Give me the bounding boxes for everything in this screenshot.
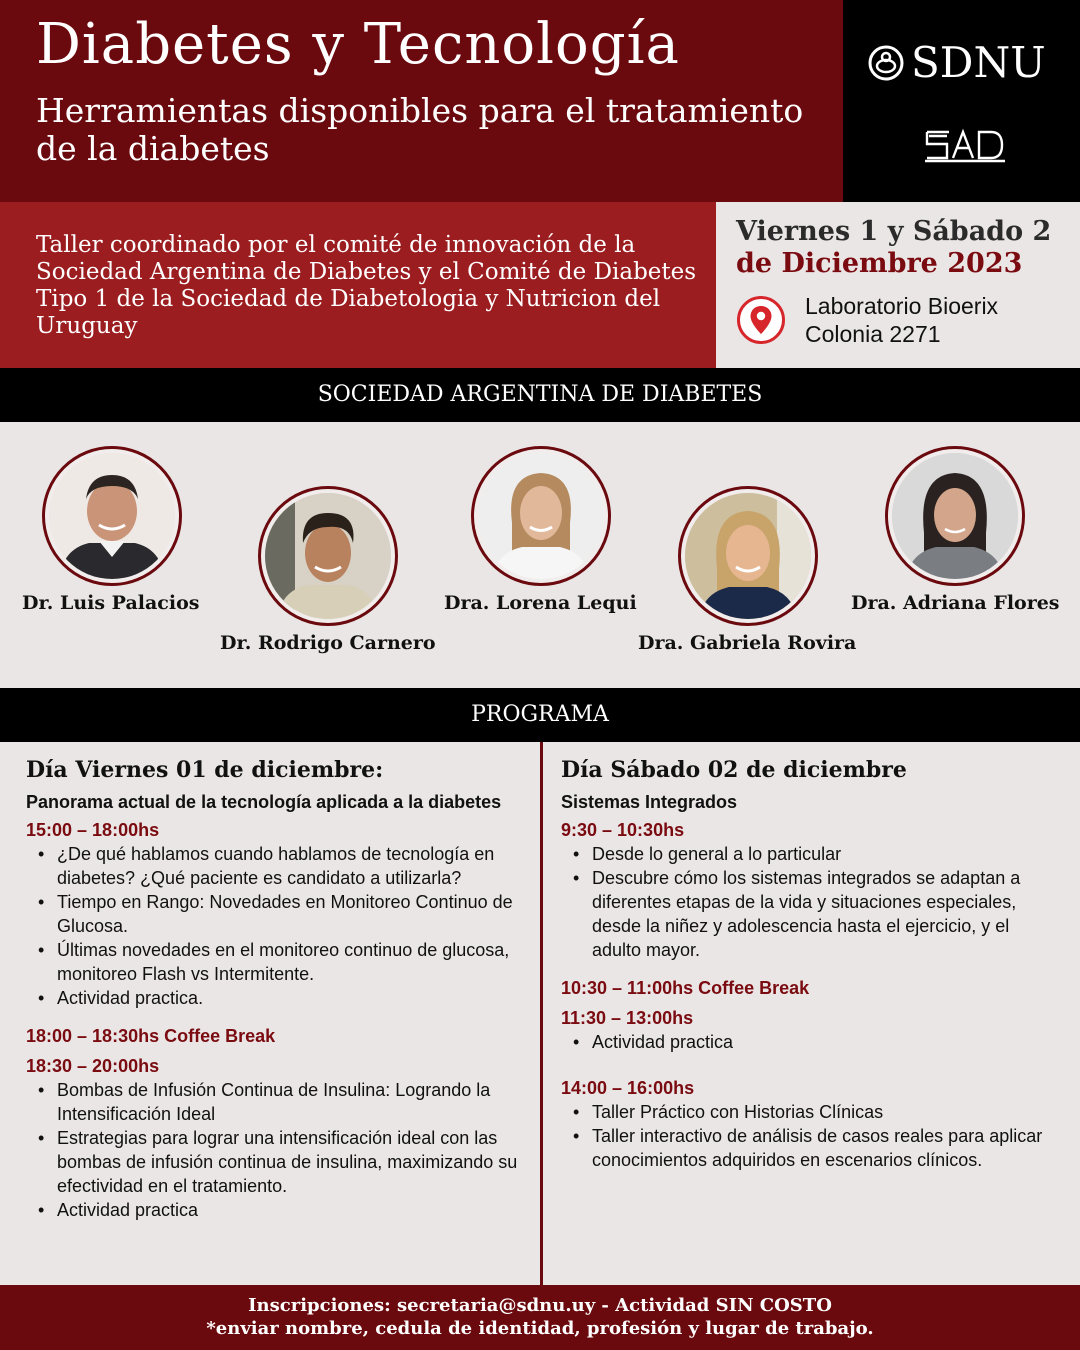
list-item: • Desde lo general a lo particular: [573, 842, 1061, 866]
list-item: • Actividad practica.: [38, 986, 536, 1010]
list-item: • Actividad practica: [573, 1030, 1061, 1054]
speaker-photo-4: [678, 486, 818, 626]
speaker-name-2: Dr. Rodrigo Carnero: [220, 632, 436, 654]
list-item: • Taller interactivo de análisis de casos reales para aplicar conocimientos adquiridos en escenarios clínicos.: [573, 1124, 1061, 1172]
page-title: Diabetes y Tecnología: [36, 12, 680, 77]
column-divider: [540, 742, 543, 1285]
topic-list: [38, 1078, 536, 1222]
program-section: [0, 742, 1080, 1285]
sdnu-logo-text: SDNU: [911, 38, 1046, 87]
speaker-photo-1: [42, 446, 182, 586]
page-subtitle: Herramientas disponibles para el tratamiento de la diabetes: [36, 91, 804, 168]
topic-list: [38, 842, 536, 1010]
time-slot: 9:30 – 10:30hs: [561, 820, 685, 840]
registration-note: *enviar nombre, cedula de identidad, profesión y lugar de trabajo.: [206, 1318, 874, 1339]
logos-panel: [843, 0, 1080, 202]
speaker-photo-2: [258, 486, 398, 626]
time-slot: 14:00 – 16:00hs: [561, 1078, 695, 1098]
topic-list: [573, 842, 1061, 962]
list-item: • Últimas novedades en el monitoreo continuo de glucosa, monitoreo Flash vs Intermitente.: [38, 938, 536, 986]
day-title: Día Sábado 02 de diciembre: [561, 757, 907, 783]
location-address: Colonia 2271: [805, 321, 941, 347]
list-item: • Actividad practica: [38, 1198, 536, 1222]
speakers-section-bar: SOCIEDAD ARGENTINA DE DIABETES: [0, 368, 1080, 422]
speakers-section: [0, 422, 1080, 688]
day-subtitle: Panorama actual de la tecnología aplicada a la diabetes: [26, 792, 502, 812]
speaker-name-1: Dr. Luis Palacios: [22, 592, 200, 614]
speaker-portrait-2: [265, 493, 391, 619]
footer: [0, 1285, 1080, 1350]
program-day-friday: [26, 756, 536, 1222]
intro-text: Taller coordinado por el comité de innovación de la Sociedad Argentina de Diabetes y el Comité de Diabetes Tipo 1 de la Sociedad de Diabetologia y Nutricion del Uruguay: [36, 232, 697, 339]
sdnu-emblem-icon: [867, 44, 905, 82]
program-day-saturday: [561, 756, 1061, 1172]
event-info: [716, 202, 1080, 368]
list-item: • Bombas de Infusión Continua de Insulina: Logrando la Intensificación Ideal: [38, 1078, 536, 1126]
speaker-portrait-1: [49, 453, 175, 579]
speaker-photo-3: [471, 446, 611, 586]
speaker-portrait-5: [892, 453, 1018, 579]
topic-list: [573, 1030, 1061, 1054]
list-item: • ¿De qué hablamos cuando hablamos de tecnología en diabetes? ¿Qué paciente es candidato a utilizarla?: [38, 842, 536, 890]
sad-logo: [925, 128, 1005, 164]
registration-info: Inscripciones: secretaria@sdnu.uy - Actividad SIN COSTO: [248, 1295, 832, 1316]
intro-band: [0, 202, 716, 368]
event-date-line-2: de Diciembre 2023: [736, 248, 1023, 279]
coffee-break: 10:30 – 11:00hs Coffee Break: [561, 978, 810, 998]
speaker-name-5: Dra. Adriana Flores: [851, 592, 1060, 614]
header-banner: [0, 0, 843, 202]
time-slot: 18:30 – 20:00hs: [26, 1056, 160, 1076]
list-item: • Taller Práctico con Historias Clínicas: [573, 1100, 1061, 1124]
sdnu-logo: [867, 38, 1046, 87]
list-item: • Estrategias para lograr una intensificación ideal con las bombas de infusión continua de insulina, maximizando su efectividad en el tratamiento.: [38, 1126, 536, 1198]
list-item: • Tiempo en Rango: Novedades en Monitoreo Continuo de Glucosa.: [38, 890, 536, 938]
time-slot: 15:00 – 18:00hs: [26, 820, 160, 840]
speaker-photo-5: [885, 446, 1025, 586]
time-slot: 11:30 – 13:00hs: [561, 1008, 694, 1028]
topic-list: [573, 1100, 1061, 1172]
speaker-portrait-3: [478, 453, 604, 579]
map-pin-icon: [736, 295, 786, 345]
speaker-name-3: Dra. Lorena Lequi: [444, 592, 637, 614]
program-section-bar: PROGRAMA: [0, 688, 1080, 742]
location-name: Laboratorio Bioerix: [805, 293, 999, 319]
event-date-line-1: Viernes 1 y Sábado 2: [736, 216, 1052, 247]
day-title: Día Viernes 01 de diciembre:: [26, 757, 384, 783]
speaker-portrait-4: [685, 493, 811, 619]
list-item: • Descubre cómo los sistemas integrados se adaptan a diferentes etapas de la vida y situaciones especiales, desde la niñez y adolescencia hasta el ejercicio, y el adulto mayor.: [573, 866, 1061, 962]
day-subtitle: Sistemas Integrados: [561, 792, 738, 812]
speaker-name-4: Dra. Gabriela Rovira: [638, 632, 857, 654]
coffee-break: 18:00 – 18:30hs Coffee Break: [26, 1026, 276, 1046]
